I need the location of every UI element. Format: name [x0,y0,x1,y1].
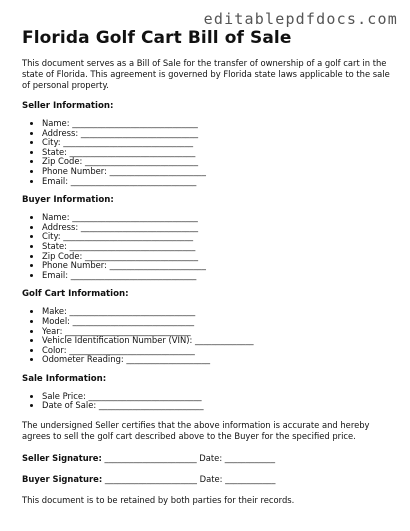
buyer-signature-field[interactable]: ______________________ [104,474,197,485]
cart-list [22,307,394,365]
footer-note: This document is to be retained by both parties for their records. [22,495,295,506]
buyer-signature-date-field[interactable]: Date: ____________ [199,474,276,485]
buyer-state-field[interactable]: • State: ______________________________ [42,242,394,252]
seller-address-field[interactable]: • Address: ____________________________ [42,129,394,139]
seller-zip-field[interactable]: • Zip Code: ___________________________ [42,157,394,167]
document [22,28,394,506]
seller-email-field[interactable]: • Email: ______________________________ [42,177,394,187]
buyer-list [22,213,394,280]
buyer-address-field[interactable]: • Address: ____________________________ [42,223,394,233]
seller-city-field[interactable]: • City: _______________________________ [42,138,394,148]
cart-year-field[interactable]: • Year: ______________________________ [42,327,394,337]
certification-paragraph: The undersigned Seller certifies that the above information is accurate and hereby agrees to sell the golf cart described above to the Buyer for the specified price. [22,420,370,442]
cart-make-field[interactable]: • Make: ______________________________ [42,307,394,317]
intro-paragraph: This document serves as a Bill of Sale for the transfer of ownership of a golf cart in the state of Florida. This agreement is governed by Florida state laws applicable to the sale of personal property. [22,58,390,90]
cart-odometer-field[interactable]: • Odometer Reading: ____________________ [42,355,394,365]
buyer-signature-label: Buyer Signature: [22,474,103,485]
document-title: Florida Golf Cart Bill of Sale [22,28,292,48]
cart-heading: Golf Cart Information: [22,289,129,300]
seller-phone-field[interactable]: • Phone Number: _______________________ [42,167,394,177]
sale-date-field[interactable]: • Date of Sale: _________________________ [42,401,394,411]
cart-model-field[interactable]: • Model: _____________________________ [42,317,394,327]
seller-signature-field[interactable]: ______________________ [104,453,197,464]
sale-price-field[interactable]: • Sale Price: ___________________________ [42,392,394,402]
cart-vin-field[interactable]: • Vehicle Identification Number (VIN): ______________ [42,336,394,346]
buyer-zip-field[interactable]: • Zip Code: ___________________________ [42,252,394,262]
seller-list [22,119,394,186]
seller-signature-date-field[interactable]: Date: ____________ [199,453,276,464]
sale-list [22,392,394,411]
buyer-email-field[interactable]: • Email: ______________________________ [42,271,394,281]
buyer-signature-row [22,474,394,484]
seller-signature-label: Seller Signature: [22,453,102,464]
seller-name-field[interactable]: • Name: ______________________________ [42,119,394,129]
cart-color-field[interactable]: • Color: ______________________________ [42,346,394,356]
buyer-phone-field[interactable]: • Phone Number: _______________________ [42,261,394,271]
seller-signature-row [22,453,394,463]
sale-heading: Sale Information: [22,373,107,384]
seller-state-field[interactable]: • State: ______________________________ [42,148,394,158]
buyer-heading: Buyer Information: [22,195,114,206]
watermark: editablepdfdocs.com [203,10,398,28]
buyer-city-field[interactable]: • City: _______________________________ [42,232,394,242]
seller-heading: Seller Information: [22,101,114,111]
buyer-name-field[interactable]: • Name: ______________________________ [42,213,394,223]
